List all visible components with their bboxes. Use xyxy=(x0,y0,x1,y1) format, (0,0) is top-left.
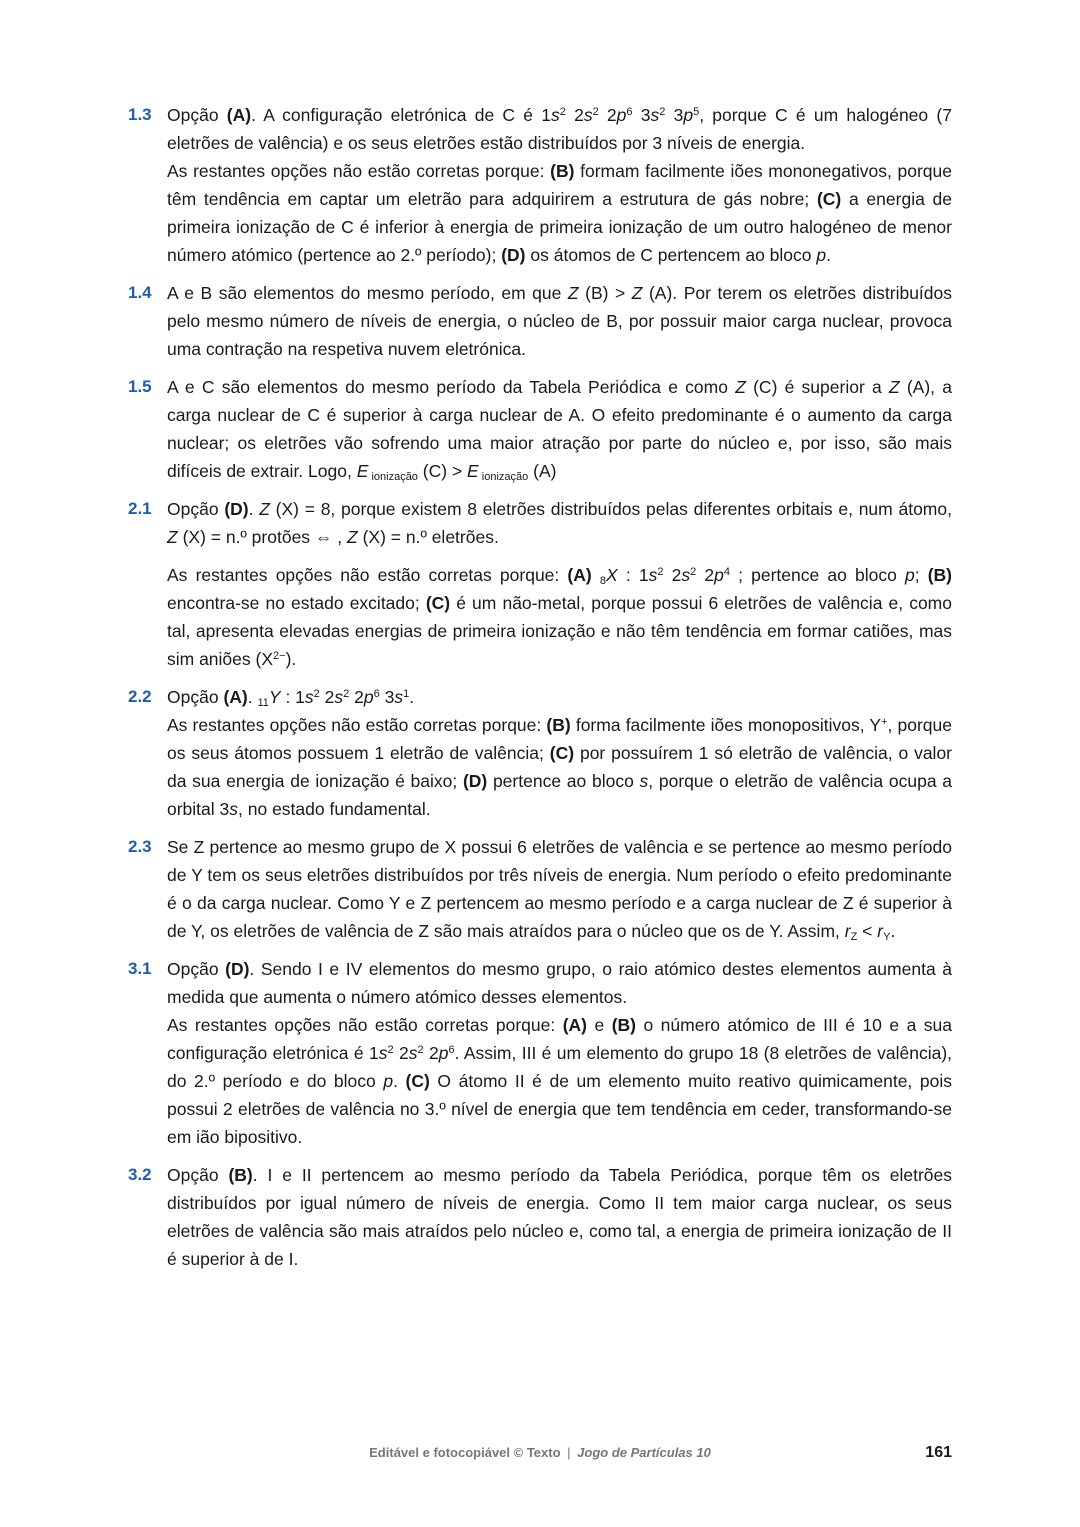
text-run: p xyxy=(383,1071,394,1091)
text-run: s xyxy=(650,105,660,125)
text-run: (D) xyxy=(224,499,249,519)
answer-paragraph xyxy=(167,561,952,673)
answer-item xyxy=(128,101,952,269)
item-number: 2.1 xyxy=(128,499,152,518)
answer-paragraph xyxy=(167,833,952,945)
text-run: 2 xyxy=(659,106,666,118)
text-run: r xyxy=(844,921,851,941)
text-run: 2 xyxy=(598,105,617,125)
text-run: . Sendo I e IV elementos do mesmo grupo, o raio atómico destes elementos aumenta à medida que aumenta o número atómico desses elementos. xyxy=(167,959,952,1007)
text-run: (D) xyxy=(462,771,488,791)
text-run: Z xyxy=(567,283,579,303)
text-run: (C) xyxy=(405,1071,430,1091)
text-run: p xyxy=(714,565,724,585)
text-run: p xyxy=(816,245,827,265)
text-run: ionização xyxy=(478,471,529,483)
text-run: Y xyxy=(883,931,891,943)
text-run: . A configuração eletrónica de C é xyxy=(251,105,542,125)
text-run: (B) xyxy=(550,161,575,181)
text-run: Z xyxy=(735,377,746,397)
text-run: 2 xyxy=(417,1044,424,1056)
text-run: (C) xyxy=(549,743,575,763)
text-run: e xyxy=(587,1015,612,1035)
text-run: os átomos de C pertencem ao bloco xyxy=(525,245,817,265)
answer-list xyxy=(128,101,952,1283)
text-run: s xyxy=(394,687,404,707)
text-run xyxy=(592,565,600,585)
text-run: Y xyxy=(268,687,281,707)
text-run: 3 xyxy=(379,687,395,707)
text-run: Z xyxy=(631,283,643,303)
text-run: s xyxy=(334,687,344,707)
text-run: (C) xyxy=(816,189,842,209)
text-run: formam facilmente iões mononegativos, porque têm tendência em captar um eletrão para adquirirem a estrutura de gás nobre; xyxy=(167,161,952,209)
text-run: . Assim, III é um elemento do grupo 18 (8 eletrões de valência), do 2.º período e do bloco xyxy=(167,1043,953,1091)
answer-paragraph xyxy=(167,373,952,485)
text-run: (X) = n.º eletrões. xyxy=(357,527,499,547)
text-run: Opção xyxy=(167,499,225,519)
text-run: 2 xyxy=(663,565,682,585)
text-run: Opção xyxy=(167,687,224,707)
text-run: (D) xyxy=(501,245,526,265)
text-run: s xyxy=(304,687,314,707)
text-run: 2 xyxy=(690,566,697,578)
text-run: Z xyxy=(888,377,900,397)
text-run: 1 xyxy=(541,105,551,125)
text-run: 2 xyxy=(657,566,664,578)
text-run: (B) xyxy=(228,1165,253,1185)
text-run: < xyxy=(857,921,878,941)
text-run: , no estado fundamental. xyxy=(238,799,431,819)
text-run: p xyxy=(683,105,694,125)
item-number: 3.1 xyxy=(128,959,152,978)
text-run: Se Z pertence ao mesmo grupo de X possui 6 eletrões de valência e se pertence ao mesmo período de Y tem os seus eletrões distribuídos por três níveis de energia. Num período o efeito predominante é o da carga nuclear. Como Y e Z pertencem ao mesmo período e a carga nuclear de Z é superior à de Y, os eletrões de valência de Z são mais atraídos para o núcleo que os de Y. Assim, xyxy=(167,837,952,941)
text-run: 2 xyxy=(343,688,350,700)
text-run: . I e II pertencem ao mesmo período da Tabela Periódica, porque têm os eletrões distribuídos por igual número de níveis de energia. Como II tem maior carga nuclear, os seus eletrões de valência são mais atraídos pelo núcleo e, como tal, a energia de primeira ionização de II é superior à de I. xyxy=(167,1165,952,1269)
item-number: 2.2 xyxy=(128,687,152,706)
item-number: 3.2 xyxy=(128,1165,152,1184)
answer-paragraph xyxy=(167,711,952,823)
text-run: s xyxy=(648,565,658,585)
footer-separator: | xyxy=(567,1445,571,1460)
text-run: 11 xyxy=(257,697,269,709)
text-run: p xyxy=(438,1043,449,1063)
text-run: Opção xyxy=(167,105,227,125)
text-run: (D) xyxy=(225,959,250,979)
text-run: As restantes opções não estão corretas porque: xyxy=(167,1015,563,1035)
text-run: 6 xyxy=(373,688,380,700)
text-run: é um não-metal, porque possui 6 eletrões de valência e, como tal, apresenta elevadas energias de primeira ionização e não têm tendência em formar catiões, mas sim aniões (X xyxy=(167,593,952,669)
text-run: por possuírem 1 só eletrão de valência, o valor da sua energia de ionização é baixo; xyxy=(167,743,953,791)
answer-paragraph xyxy=(167,101,952,157)
text-run: (X) = n.º protões ⇔ , xyxy=(177,527,348,547)
text-run: Z xyxy=(259,499,270,519)
text-run: ; xyxy=(914,565,928,585)
text-run: : 1 xyxy=(280,687,305,707)
item-number: 1.3 xyxy=(128,105,152,124)
text-run: ionização xyxy=(368,471,418,483)
text-run: forma facilmente iões monopositivos, Y xyxy=(570,715,882,735)
text-run: 2− xyxy=(273,650,286,662)
text-run: (B) xyxy=(611,1015,636,1035)
item-number: 1.5 xyxy=(128,377,152,396)
text-run: As restantes opções não estão corretas porque: xyxy=(167,715,547,735)
text-run: p xyxy=(616,105,627,125)
text-run: . xyxy=(247,687,258,707)
answer-paragraph xyxy=(167,1011,952,1151)
text-run: 5 xyxy=(693,106,700,118)
answer-item xyxy=(128,833,952,945)
text-run: ). xyxy=(285,649,297,669)
item-number: 2.3 xyxy=(128,837,152,856)
text-run: p xyxy=(363,687,374,707)
text-run: s xyxy=(583,105,593,125)
text-run: s xyxy=(229,799,239,819)
text-run: , porque os seus átomos possuem 1 eletrão de valência; xyxy=(167,715,952,763)
text-run: s xyxy=(378,1043,388,1063)
answer-paragraph xyxy=(167,157,952,269)
text-run: E xyxy=(467,461,479,481)
text-run: (C) > xyxy=(417,461,468,481)
text-run: 2 xyxy=(313,688,320,700)
text-run: (B) > xyxy=(578,283,632,303)
text-run: 2 xyxy=(696,565,715,585)
text-run: s xyxy=(639,771,649,791)
text-run: (A) xyxy=(528,461,557,481)
text-run: 8 xyxy=(599,575,606,587)
text-run: (B) xyxy=(927,565,952,585)
text-run: 2 xyxy=(423,1043,439,1063)
answer-paragraph xyxy=(167,1161,952,1273)
text-run: (C) xyxy=(425,593,451,613)
text-run: 2 xyxy=(387,1044,394,1056)
text-run: r xyxy=(877,921,884,941)
text-run: . xyxy=(826,245,831,265)
answer-item xyxy=(128,495,952,673)
footer-copyright: Editável e fotocopiável © Texto xyxy=(369,1445,561,1460)
footer-book-title: Jogo de Partículas 10 xyxy=(577,1445,711,1460)
footer-credit xyxy=(128,1441,952,1465)
text-run: . xyxy=(409,687,415,707)
text-run: : 1 xyxy=(617,565,649,585)
text-run: (B) xyxy=(546,715,571,735)
text-run: 2 xyxy=(592,106,599,118)
text-run: 3 xyxy=(665,105,684,125)
text-run: s xyxy=(550,105,560,125)
text-run: o número atómico de III é 10 e a sua configuração eletrónica é 1 xyxy=(167,1015,952,1063)
text-run: 2 xyxy=(393,1043,409,1063)
text-run: 6 xyxy=(626,106,633,118)
text-run: . xyxy=(393,1071,406,1091)
text-run: (A) xyxy=(562,1015,588,1035)
text-run: Z xyxy=(850,931,858,943)
text-run: 6 xyxy=(448,1044,455,1056)
answer-paragraph xyxy=(167,279,952,363)
answer-item xyxy=(128,279,952,363)
text-run: 4 xyxy=(723,566,730,578)
text-run: 2 xyxy=(349,687,364,707)
answer-paragraph xyxy=(167,495,952,551)
text-run: encontra-se no estado excitado; xyxy=(167,593,426,613)
text-run: (A). Por terem os eletrões distribuídos pelo mesmo número de níveis de energia, o núcleo de B, por possuir maior carga nuclear, provoca uma contração na respetiva nuvem eletrónica. xyxy=(167,283,953,359)
answer-item xyxy=(128,373,952,485)
text-run: Z xyxy=(347,527,358,547)
text-run: + xyxy=(881,716,888,728)
text-run: Opção xyxy=(167,959,226,979)
text-run: p xyxy=(904,565,915,585)
text-run: a energia de primeira ionização de C é inferior à energia de primeira ionização de um outro halogéneo de menor número atómico (pertence ao 2.º período); xyxy=(167,189,952,265)
text-run: , porque o eletrão de valência ocupa a orbital 3 xyxy=(167,771,952,819)
text-run: . xyxy=(890,921,896,941)
page-number: 161 xyxy=(925,1444,952,1461)
text-run: Opção xyxy=(167,1165,229,1185)
text-run: 1 xyxy=(403,688,410,700)
text-run: 2 xyxy=(565,105,584,125)
text-run: pertence ao bloco xyxy=(487,771,640,791)
text-run: 2 xyxy=(559,106,566,118)
item-number: 1.4 xyxy=(128,283,152,302)
text-run: As restantes opções não estão corretas porque: xyxy=(167,161,551,181)
text-run: s xyxy=(681,565,691,585)
text-run: 3 xyxy=(632,105,651,125)
text-run: O átomo II é de um elemento muito reativo quimicamente, pois possui 2 eletrões de valência no 3.º nível de energia que tem tendência em ceder, transformando-se em ião bipositivo. xyxy=(167,1071,952,1147)
text-run: , porque C é um halogéneo (7 eletrões de valência) e os seus eletrões estão distribuídos por 3 níveis de energia. xyxy=(167,105,952,153)
text-run: As restantes opções não estão corretas porque: xyxy=(167,565,568,585)
text-run: 2 xyxy=(319,687,335,707)
answer-paragraph xyxy=(167,955,952,1011)
text-run: (X) = 8, porque existem 8 eletrões distribuídos pelas diferentes orbitais e, num átomo, xyxy=(269,499,952,519)
answer-item xyxy=(128,955,952,1151)
text-run: (A), a carga nuclear de C é superior à carga nuclear de A. O efeito predominante é o aumento da carga nuclear; os eletrões vão sofrendo uma maior atração por parte do núcleo e, por isso, são mais difíceis de extrair. Logo, xyxy=(167,377,952,481)
text-run: ; pertence ao bloco xyxy=(729,565,905,585)
text-run: A e C são elementos do mesmo período da Tabela Periódica e como xyxy=(167,377,736,397)
page-footer xyxy=(128,1441,952,1465)
text-run: X xyxy=(606,565,618,585)
text-run: (A) xyxy=(223,687,248,707)
text-run: s xyxy=(408,1043,418,1063)
text-run: E xyxy=(356,461,369,481)
text-run: (A) xyxy=(226,105,252,125)
answer-item xyxy=(128,683,952,823)
answer-paragraph xyxy=(167,683,952,711)
text-run: (A) xyxy=(567,565,592,585)
text-run: (C) é superior a xyxy=(745,377,889,397)
answer-item xyxy=(128,1161,952,1273)
text-run: A e B são elementos do mesmo período, em que xyxy=(167,283,568,303)
text-run: . xyxy=(248,499,260,519)
text-run: Z xyxy=(167,527,178,547)
